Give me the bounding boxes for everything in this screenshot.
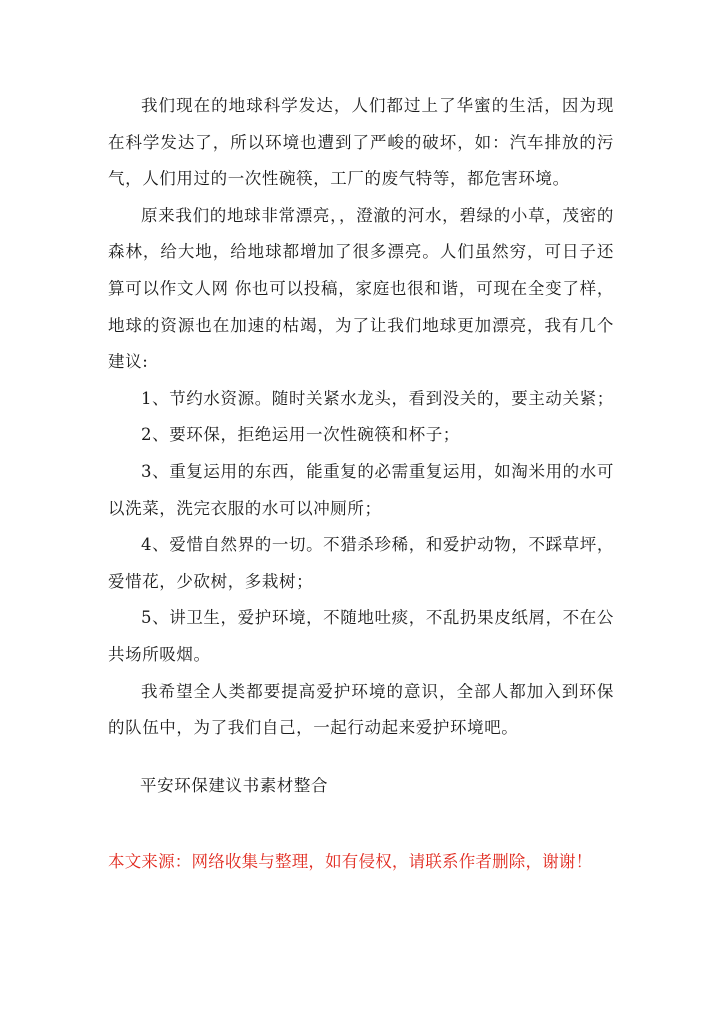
- closing-paragraph: 我希望全人类都要提高爱护环境的意识，全部人都加入到环保的队伍中，为了我们自己，一起行动起来爱护环境吧。: [108, 681, 614, 738]
- suggestion-item-5: 5、讲卫生，爱护环境，不随地吐痰，不乱扔果皮纸屑，不在公共场所吸烟。: [108, 608, 614, 664]
- suggestion-item-1: 1、节约水资源。随时关紧水龙头，看到没关的，要主动关紧；: [141, 388, 614, 408]
- suggestion-item-4: 4、爱惜自然界的一切。不猎杀珍稀，和爱护动物，不踩草坪，爱惜花，少砍树，多栽树；: [108, 535, 614, 591]
- document-body: [108, 88, 614, 747]
- source-disclaimer: 本文来源：网络收集与整理，如有侵权，请联系作者删除，谢谢！: [108, 852, 593, 871]
- intro-paragraph: 我们现在的地球科学发达，人们都过上了华蜜的生活，因为现在科学发达了，所以环境也遭到了严峻的破坏，如：汽车排放的污气，人们用过的一次性碗筷，工厂的废气特等，都危害环境。: [108, 96, 614, 189]
- suggestion-item-3: 3、重复运用的东西，能重复的必需重复运用，如淘米用的水可以洗菜，洗完衣服的水可以冲厕所；: [108, 461, 614, 518]
- document-subtitle: 平安环保建议书素材整合: [140, 776, 329, 795]
- suggestion-item-2: 2、要环保，拒绝运用一次性碗筷和杯子；: [141, 425, 460, 445]
- description-paragraph: 原来我们的地球非常漂亮，，澄澈的河水，碧绿的小草，茂密的森林，给大地，给地球都增加了很多漂亮。人们虽然穷，可日子还算可以作文人网 你也可以投稿，家庭也很和谐，可现在全变了样，地球的资源也在加速的枯竭，为了让我们地球更加漂亮，我有几个建议:: [108, 205, 614, 372]
